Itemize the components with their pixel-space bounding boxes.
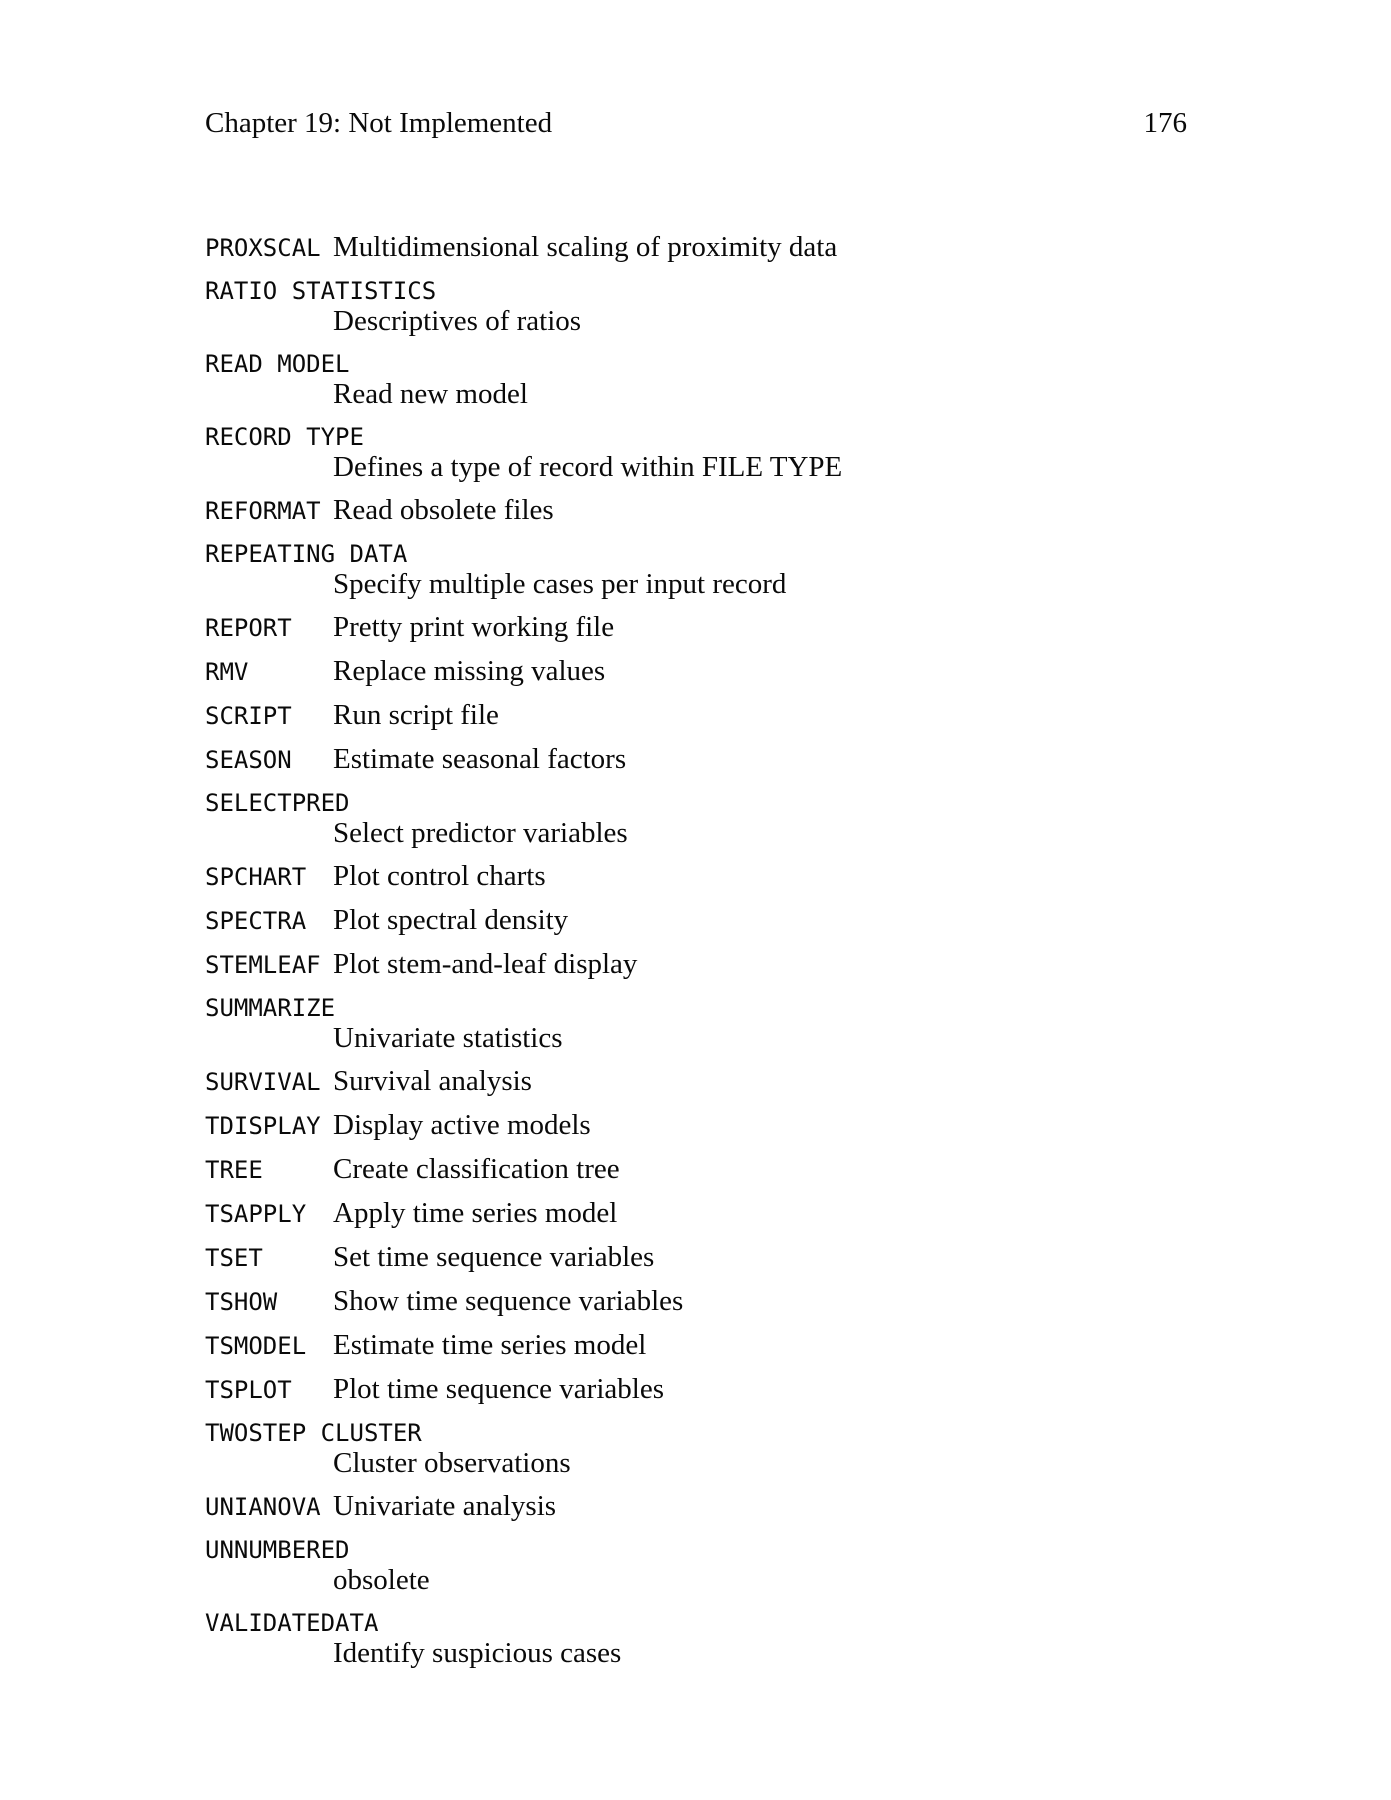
command-description: Read obsolete files <box>333 494 554 526</box>
page-header <box>205 108 1187 138</box>
command-name: SURVIVAL <box>205 1068 321 1096</box>
command-description: Specify multiple cases per input record <box>333 568 787 600</box>
command-entry <box>205 1198 1187 1229</box>
command-name: TSPLOT <box>205 1376 292 1404</box>
command-entry <box>205 1066 1187 1097</box>
command-name: RATIO STATISTICS <box>205 277 437 305</box>
command-description: Select predictor variables <box>333 817 628 849</box>
command-entry <box>205 422 1187 482</box>
command-description: Univariate analysis <box>333 1490 557 1522</box>
command-entry <box>205 656 1187 687</box>
command-entry <box>205 744 1187 775</box>
command-description: Estimate seasonal factors <box>333 743 627 775</box>
command-description: Show time sequence variables <box>333 1285 684 1317</box>
command-entry <box>205 700 1187 731</box>
command-entry <box>205 993 1187 1053</box>
command-name: SPECTRA <box>205 907 307 935</box>
command-entry <box>205 1286 1187 1317</box>
command-name: SPCHART <box>205 863 307 891</box>
command-name: VALIDATEDATA <box>205 1609 379 1637</box>
command-description: Survival analysis <box>333 1065 532 1097</box>
command-name: SCRIPT <box>205 702 292 730</box>
command-description: Descriptives of ratios <box>333 305 582 337</box>
command-entry <box>205 861 1187 892</box>
command-entry <box>205 788 1187 848</box>
command-description: Read new model <box>333 378 528 410</box>
command-description: Display active models <box>333 1109 591 1141</box>
command-description: Identify suspicious cases <box>333 1637 622 1669</box>
command-entry <box>205 1418 1187 1478</box>
command-name: RECORD TYPE <box>205 423 364 451</box>
page-content <box>205 108 1187 1681</box>
command-list <box>205 232 1187 1668</box>
command-entry <box>205 905 1187 936</box>
command-description: obsolete <box>333 1564 430 1596</box>
command-entry <box>205 495 1187 526</box>
command-entry <box>205 612 1187 643</box>
command-entry <box>205 1608 1187 1668</box>
command-name: STEMLEAF <box>205 951 321 979</box>
command-name: REPEATING DATA <box>205 540 408 568</box>
command-entry <box>205 276 1187 336</box>
command-description: Defines a type of record within FILE TYPE <box>333 451 843 483</box>
command-entry <box>205 1242 1187 1273</box>
command-description: Estimate time series model <box>333 1329 647 1361</box>
command-entry <box>205 949 1187 980</box>
command-name: SEASON <box>205 746 292 774</box>
command-description: Replace missing values <box>333 655 606 687</box>
command-description: Multidimensional scaling of proximity data <box>333 231 838 263</box>
command-entry <box>205 1491 1187 1522</box>
command-description: Plot stem-and-leaf display <box>333 948 638 980</box>
command-name: UNNUMBERED <box>205 1536 350 1564</box>
command-entry <box>205 349 1187 409</box>
command-entry <box>205 1110 1187 1141</box>
command-description: Pretty print working file <box>333 611 615 643</box>
command-description: Apply time series model <box>333 1197 618 1229</box>
command-description: Set time sequence variables <box>333 1241 655 1273</box>
command-name: TSAPPLY <box>205 1200 307 1228</box>
command-name: TSHOW <box>205 1288 278 1316</box>
command-name: REFORMAT <box>205 497 321 525</box>
command-entry <box>205 1374 1187 1405</box>
command-description: Univariate statistics <box>333 1022 563 1054</box>
command-name: RMV <box>205 658 249 686</box>
command-name: UNIANOVA <box>205 1493 321 1521</box>
page-number: 176 <box>1143 107 1187 139</box>
command-name: PROXSCAL <box>205 234 321 262</box>
command-description: Run script file <box>333 699 499 731</box>
command-name: TDISPLAY <box>205 1112 321 1140</box>
command-description: Create classification tree <box>333 1153 620 1185</box>
command-entry <box>205 1330 1187 1361</box>
command-entry <box>205 232 1187 263</box>
command-description: Plot time sequence variables <box>333 1373 664 1405</box>
command-name: READ MODEL <box>205 350 350 378</box>
command-entry <box>205 539 1187 599</box>
command-name: SUMMARIZE <box>205 994 336 1022</box>
chapter-title: Chapter 19: Not Implemented <box>205 107 553 139</box>
command-name: SELECTPRED <box>205 789 350 817</box>
command-description: Plot control charts <box>333 860 546 892</box>
command-name: REPORT <box>205 614 292 642</box>
command-name: TSMODEL <box>205 1332 307 1360</box>
command-entry <box>205 1154 1187 1185</box>
command-name: TWOSTEP CLUSTER <box>205 1419 422 1447</box>
command-entry <box>205 1535 1187 1595</box>
command-name: TREE <box>205 1156 263 1184</box>
command-description: Plot spectral density <box>333 904 569 936</box>
command-name: TSET <box>205 1244 263 1272</box>
command-description: Cluster observations <box>333 1447 571 1479</box>
